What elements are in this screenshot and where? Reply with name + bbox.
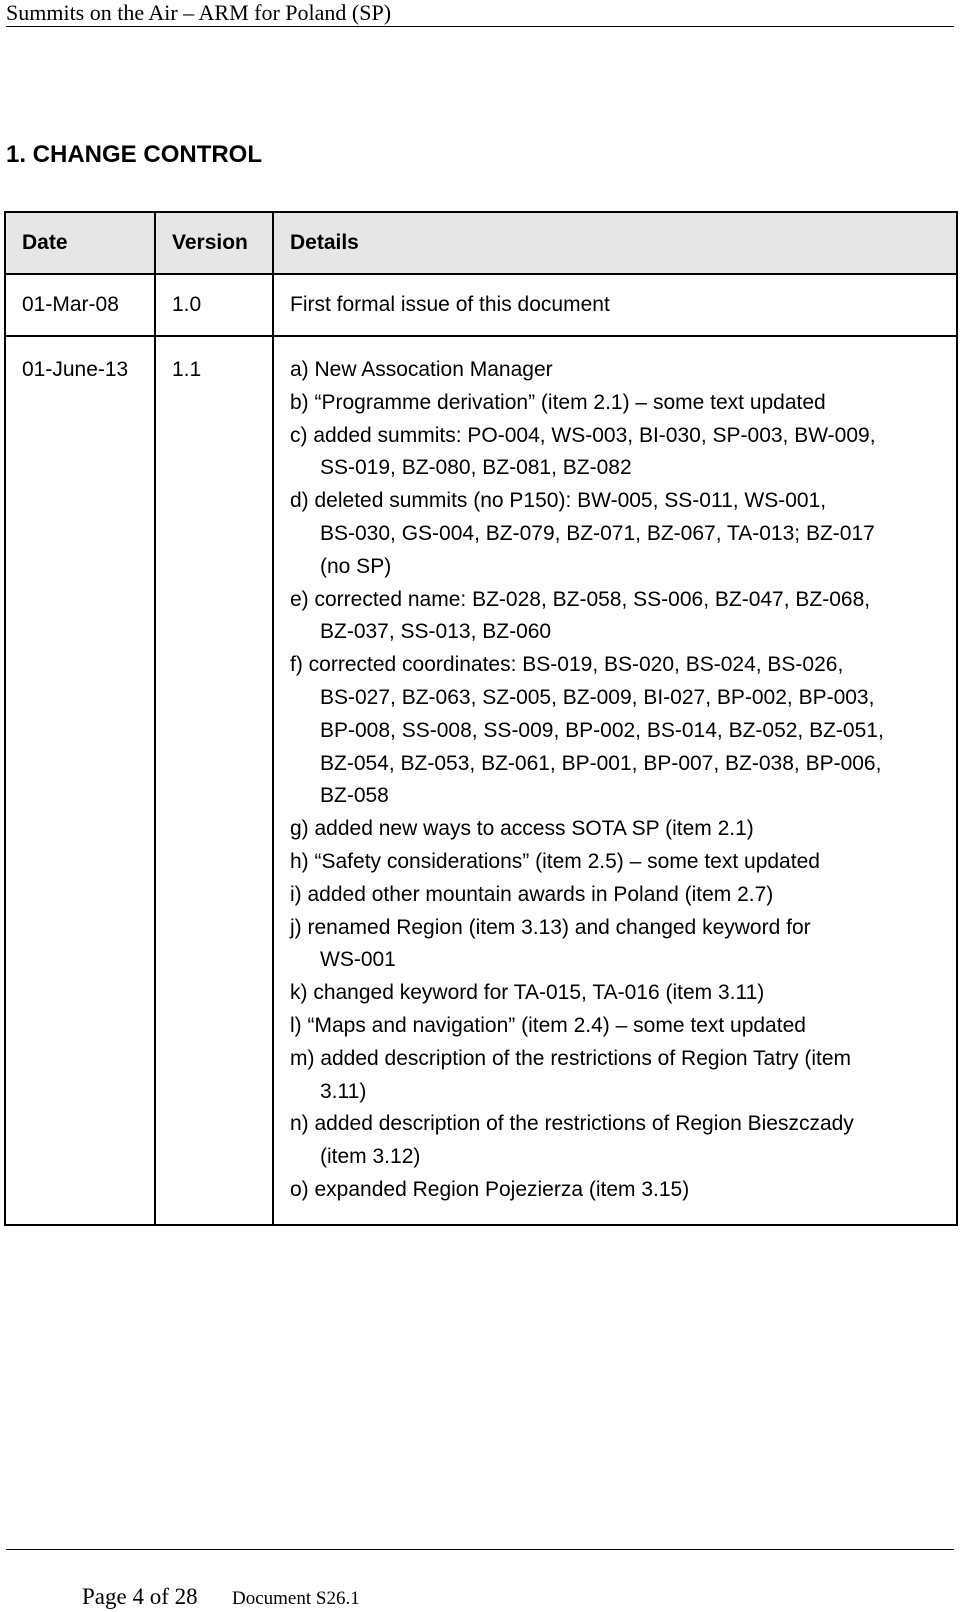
section-heading: 1. CHANGE CONTROL [6, 141, 263, 168]
change-item-m: m) added description of the restrictions of Region Tatry (item 3.11) [290, 1046, 852, 1103]
table-row [5, 274, 957, 336]
table-row [5, 336, 957, 1225]
date-cell: 01-June-13 [5, 336, 155, 1225]
column-header-date: Date [5, 212, 155, 274]
details-cell [273, 274, 957, 336]
change-item-f: f) corrected coordinates: BS-019, BS-020, BS-024, BS-026, BS-027, BZ-063, SZ-005, BZ-009, BI-027, BP-002, BP-003, BP-008, SS-008, SS-009, BP-002, BS-014, BZ-052, BZ-051, BZ-054, BZ-053, BZ-061, BP-001, BP-007, BZ-038, BP-006, BZ-058 [290, 653, 884, 808]
document-title: Summits on the Air – ARM for Poland (SP) [6, 0, 392, 25]
column-header-version: Version [155, 212, 273, 274]
details-list [290, 354, 940, 1207]
change-item-l: l) “Maps and navigation” (item 2.4) – some text updated [290, 1013, 806, 1037]
details-text: First formal issue of this document [290, 293, 610, 316]
running-header [6, 0, 954, 27]
column-header-details: Details [273, 212, 957, 274]
change-item-c: c) added summits: PO-004, WS-003, BI-030, SP-003, BW-009, SS-019, BZ-080, BZ-081, BZ-082 [290, 423, 876, 480]
change-item-i: i) added other mountain awards in Poland (item 2.7) [290, 882, 774, 906]
change-item-h: h) “Safety considerations” (item 2.5) – some text updated [290, 849, 820, 873]
change-item-b: b) “Programme derivation” (item 2.1) – some text updated [290, 390, 826, 414]
change-item-j: j) renamed Region (item 3.13) and changed keyword for WS-001 [290, 915, 811, 972]
change-item-g: g) added new ways to access SOTA SP (item 2.1) [290, 817, 754, 841]
table-header-row [5, 212, 957, 274]
document-id: Document S26.1 [232, 1588, 360, 1609]
change-item-o: o) expanded Region Pojezierza (item 3.15) [290, 1177, 690, 1201]
version-cell: 1.0 [155, 274, 273, 336]
version-cell: 1.1 [155, 336, 273, 1225]
change-item-e: e) corrected name: BZ-028, BZ-058, SS-006, BZ-047, BZ-068, BZ-037, SS-013, BZ-060 [290, 587, 871, 644]
details-cell [273, 336, 957, 1225]
change-item-k: k) changed keyword for TA-015, TA-016 (item 3.11) [290, 981, 765, 1005]
change-control-table [4, 211, 958, 1226]
running-footer [6, 1549, 954, 1612]
page-number: Page 4 of 28 [82, 1584, 198, 1609]
change-item-a: a) New Assocation Manager [290, 358, 553, 381]
date-cell: 01-Mar-08 [5, 274, 155, 336]
change-item-n: n) added description of the restrictions of Region Bieszczady (item 3.12) [290, 1112, 854, 1169]
change-item-d: d) deleted summits (no P150): BW-005, SS-011, WS-001, BS-030, GS-004, BZ-079, BZ-071, BZ-067, TA-013; BZ-017 (no SP) [290, 489, 875, 578]
